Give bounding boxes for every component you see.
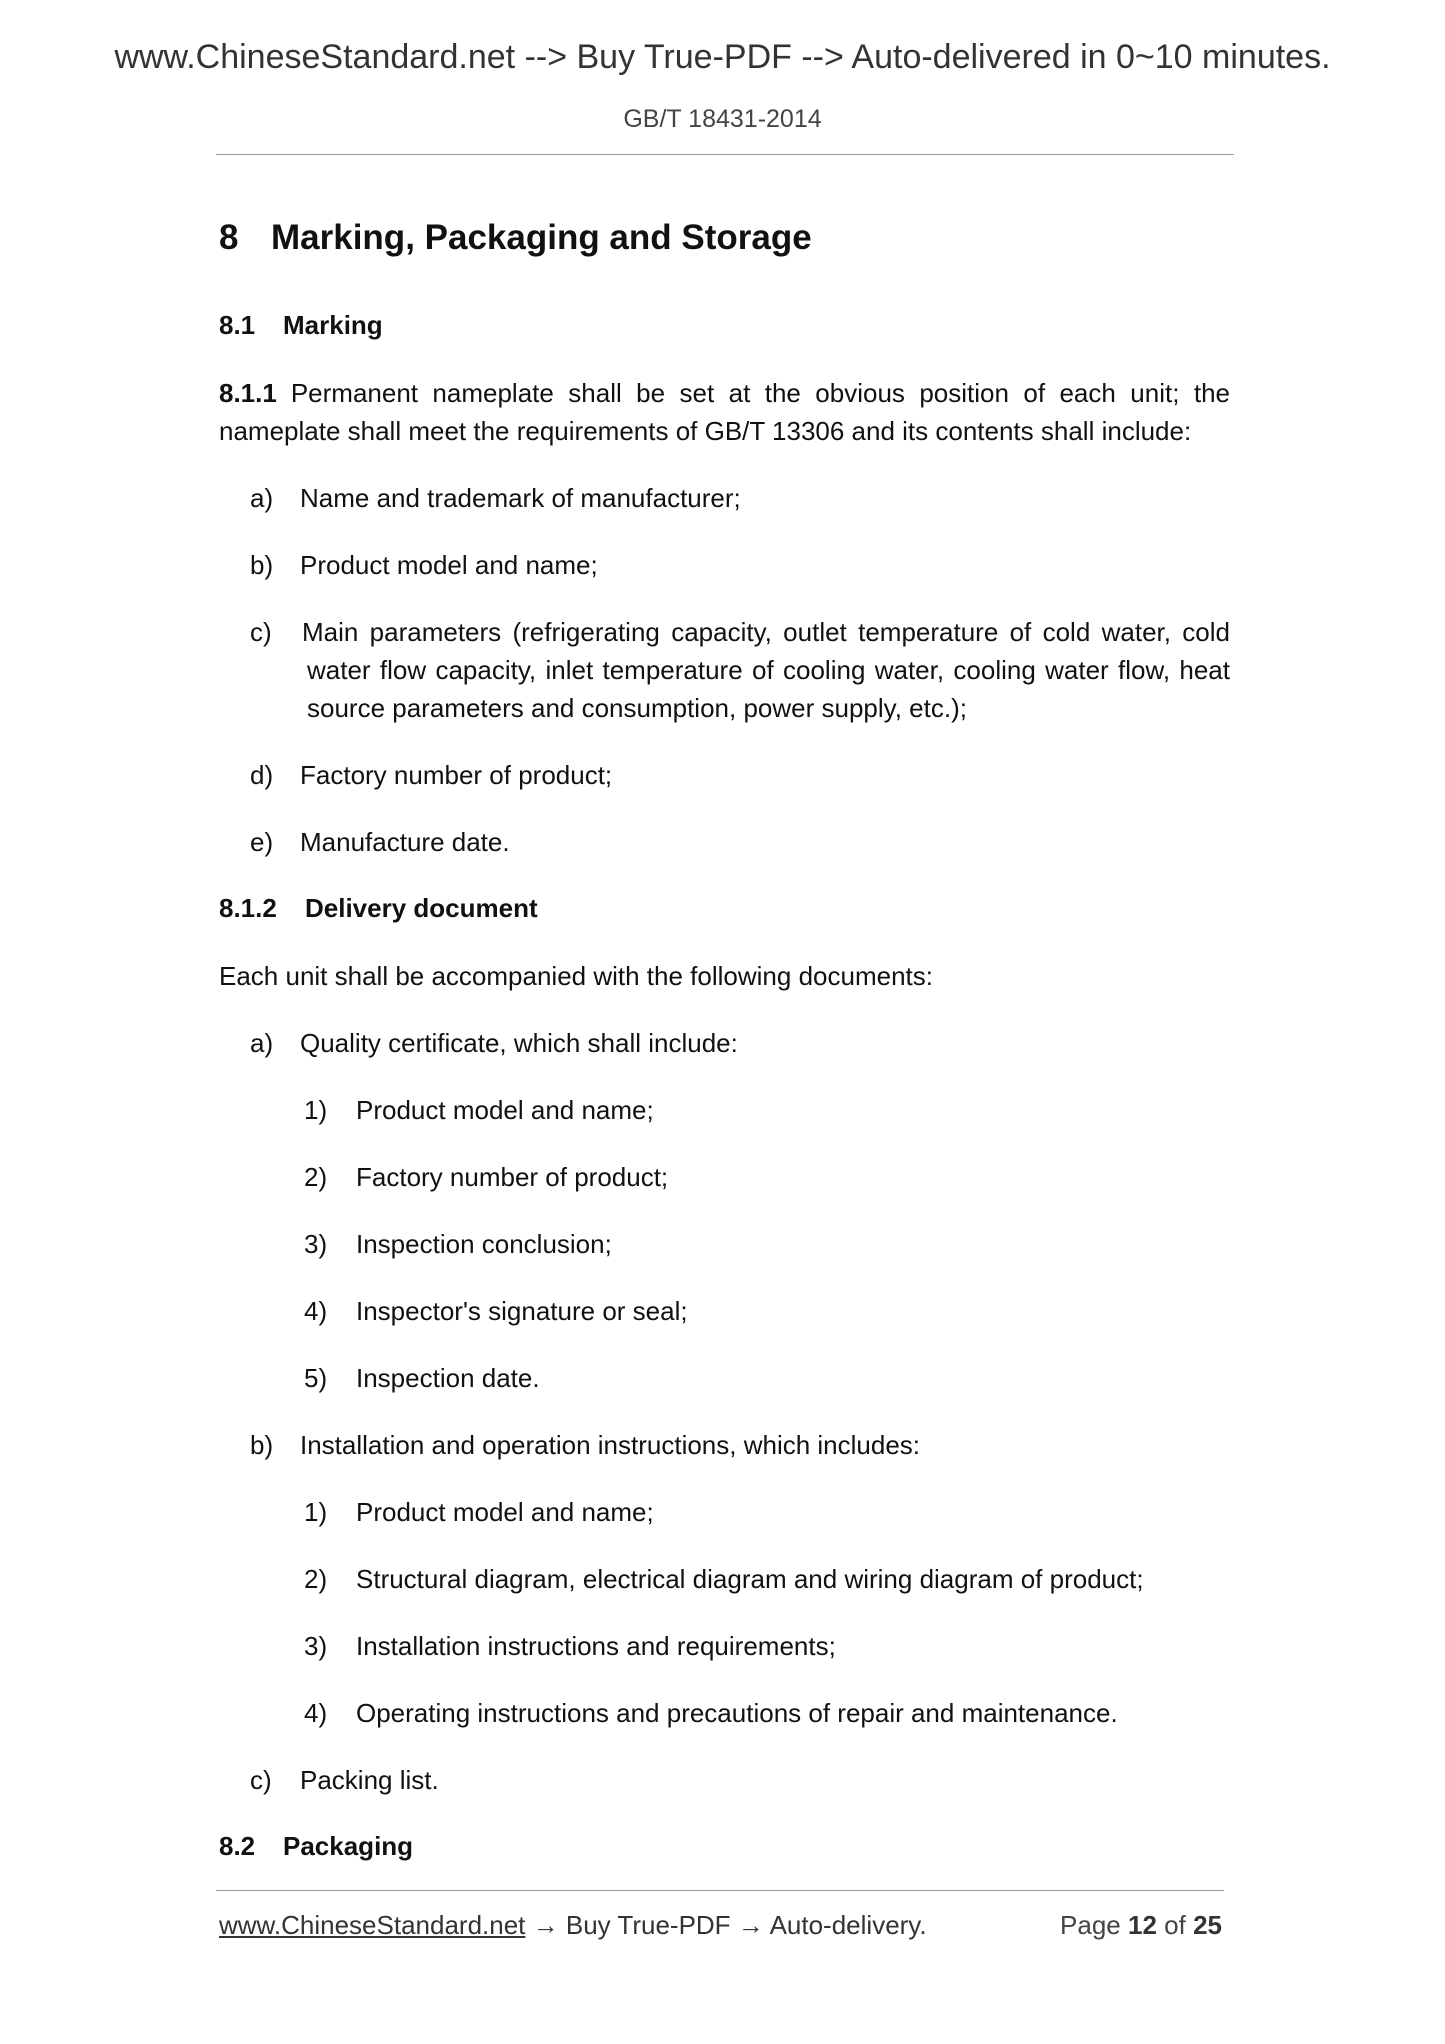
list-item-text: Factory number of product;	[356, 1162, 669, 1192]
list-item-text: Packing list.	[300, 1765, 439, 1795]
list-marker: 3)	[304, 1229, 328, 1259]
sub-list-item	[304, 1560, 1144, 1598]
list-item-text: Inspection date.	[356, 1363, 540, 1393]
subsection-8-2-heading	[219, 1831, 413, 1862]
list-item-text: Product model and name;	[356, 1497, 654, 1527]
subsection-number: 8.2	[219, 1831, 256, 1861]
sub-list-item	[304, 1359, 540, 1397]
list-item-text: Product model and name;	[356, 1095, 654, 1125]
list-item	[250, 1761, 439, 1799]
list-marker: b)	[250, 1430, 274, 1460]
list-item-text: Installation and operation instructions, which includes:	[300, 1430, 921, 1460]
list-marker: 5)	[304, 1363, 328, 1393]
list-marker: 2)	[304, 1162, 328, 1192]
subsection-title: Packaging	[283, 1831, 414, 1861]
document-code: GB/T 18431-2014	[623, 105, 822, 133]
list-marker: 1)	[304, 1497, 328, 1527]
list-marker: a)	[250, 483, 274, 513]
section-title: Marking, Packaging and Storage	[271, 218, 812, 257]
list-item-text: Main parameters (refrigerating capacity, outlet temperature of cold water, cold water flow capacity, inlet temperature of cooling water, cooling water flow, heat source parameters and consumption, power supply, etc.);	[302, 617, 1230, 723]
list-marker: b)	[250, 550, 274, 580]
clause-8-1-2-heading	[219, 893, 538, 924]
sub-list-item	[304, 1627, 836, 1665]
footer-divider	[216, 1890, 1224, 1891]
site-banner: www.ChineseStandard.net --> Buy True-PDF --> Auto-delivered in 0~10 minutes.	[114, 38, 1331, 76]
list-item-text: Operating instructions and precautions of repair and maintenance.	[356, 1698, 1118, 1728]
header-divider	[216, 154, 1234, 155]
list-item-text: Structural diagram, electrical diagram and wiring diagram of product;	[356, 1564, 1144, 1594]
list-marker: c)	[250, 1765, 272, 1795]
list-marker: 4)	[304, 1296, 328, 1326]
list-item-text: Manufacture date.	[300, 827, 510, 857]
page-indicator	[1060, 1910, 1222, 1941]
list-item-text: Inspection conclusion;	[356, 1229, 612, 1259]
clause-number: 8.1.1	[219, 378, 277, 408]
list-item-text: Installation instructions and requirements;	[356, 1631, 836, 1661]
sub-list-item	[304, 1225, 612, 1263]
list-item-text: Name and trademark of manufacturer;	[300, 483, 741, 513]
clause-number: 8.1.2	[219, 893, 277, 923]
clause-intro: Each unit shall be accompanied with the following documents:	[219, 961, 933, 991]
list-item	[250, 1426, 920, 1464]
list-item	[250, 756, 612, 794]
page-total: 25	[1193, 1910, 1222, 1940]
list-marker: 3)	[304, 1631, 328, 1661]
list-item	[250, 546, 598, 584]
list-item	[250, 479, 741, 517]
list-item	[250, 1024, 738, 1062]
list-item-text: Inspector's signature or seal;	[356, 1296, 688, 1326]
footer-promo-text: → Buy True-PDF → Auto-delivery.	[525, 1910, 927, 1940]
list-marker: c)	[250, 617, 272, 647]
list-marker: 4)	[304, 1698, 328, 1728]
list-marker: d)	[250, 760, 274, 790]
list-item-text: Factory number of product;	[300, 760, 613, 790]
list-marker: 2)	[304, 1564, 328, 1594]
subsection-number: 8.1	[219, 310, 256, 340]
list-marker: 1)	[304, 1095, 328, 1125]
list-item-text: Product model and name;	[300, 550, 598, 580]
clause-text: Permanent nameplate shall be set at the obvious position of each unit; the nameplate shall meet the requirements of GB/T 13306 and its contents shall include:	[219, 378, 1230, 446]
sub-list-item	[304, 1694, 1118, 1732]
list-item	[250, 613, 1230, 727]
subsection-8-1-heading	[219, 310, 383, 341]
list-item-text: Quality certificate, which shall include:	[300, 1028, 738, 1058]
subsection-title: Marking	[283, 310, 383, 340]
page-label: Page	[1060, 1910, 1121, 1940]
sub-list-item	[304, 1292, 688, 1330]
sub-list-item	[304, 1091, 654, 1129]
of-label: of	[1164, 1910, 1186, 1940]
sub-list-item	[304, 1493, 654, 1531]
list-marker: e)	[250, 827, 274, 857]
clause-title: Delivery document	[305, 893, 538, 923]
section-number: 8	[219, 218, 239, 257]
clause-8-1-1	[219, 374, 1230, 450]
section-heading	[219, 218, 812, 258]
list-item	[250, 823, 510, 861]
page-number: 12	[1128, 1910, 1157, 1940]
sub-list-item	[304, 1158, 668, 1196]
site-link[interactable]: www.ChineseStandard.net	[219, 1910, 526, 1940]
list-marker: a)	[250, 1028, 274, 1058]
footer-promo	[219, 1910, 927, 1941]
